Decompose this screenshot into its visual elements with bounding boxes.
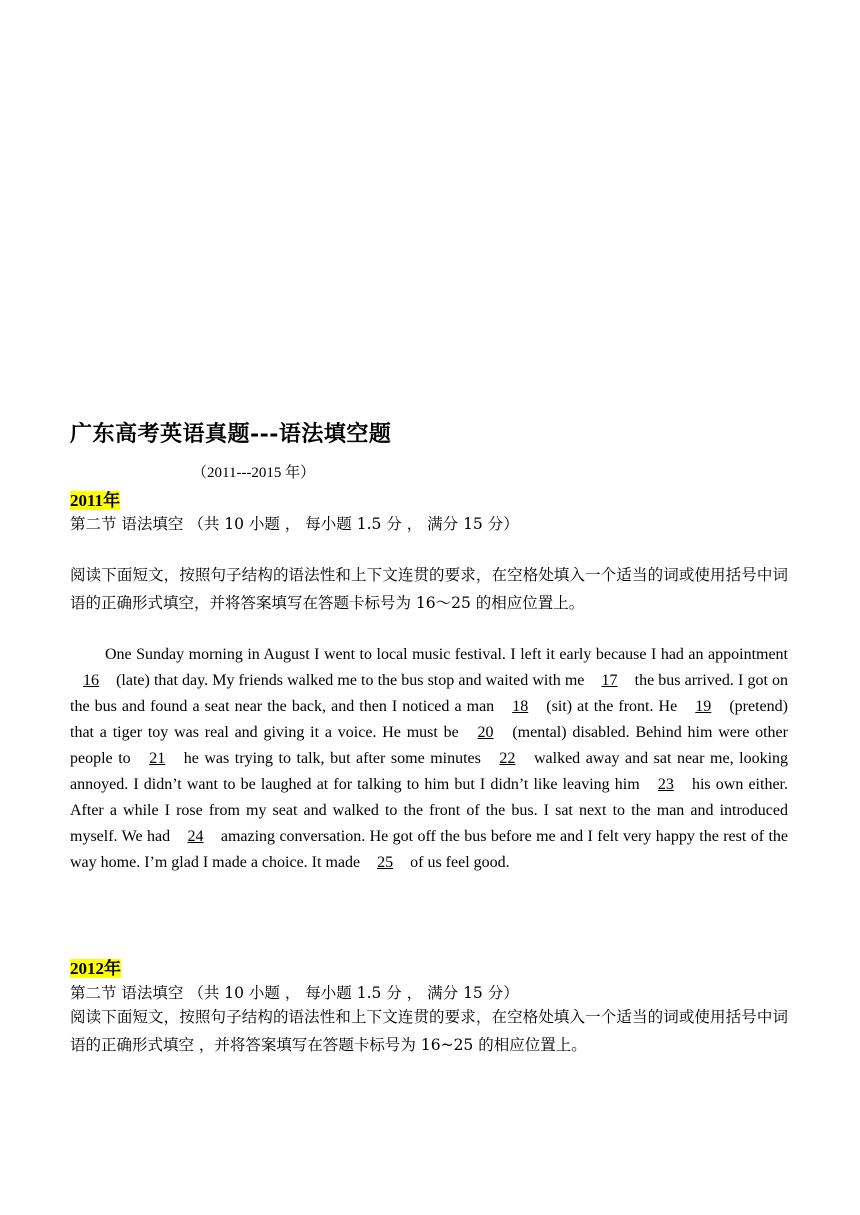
answer-blank-16: 16 — [83, 672, 99, 689]
instructions-paragraph: 阅读下面短文，按照句子结构的语法性和上下文连贯的要求，在空格处填入一个适当的词或使用括号中词语的正确形式填空 ，并将答案填写在答题卡标号为 16~25 的相应位置上。 — [70, 1008, 788, 1054]
answer-blank-18: 18 — [512, 698, 529, 715]
passage-text: (late) that day. My friends walked me to the bus stop and waited with me — [112, 672, 589, 689]
passage-text: (sit) at the front. He — [541, 698, 683, 715]
section-year-2011 — [70, 486, 120, 511]
year-suffix: 年 — [103, 491, 121, 510]
answer-blank-21: 21 — [149, 750, 166, 767]
answer-blank-20: 20 — [477, 724, 494, 741]
answer-blank-17: 17 — [601, 672, 618, 689]
passage-text: (pretend) that a tiger toy was real and giving it a voice. He must be — [70, 698, 788, 741]
answer-blank-25: 25 — [377, 854, 394, 871]
answer-blank-19: 19 — [695, 698, 712, 715]
section-heading: 第二节 语法填空 （共 10 小题 ， 每小题 1.5 分 ， 满分 15 分） — [70, 984, 519, 1002]
passage-text: he was trying to talk, but after some minutes — [178, 750, 487, 767]
year-range: （2011---2015 年） — [192, 465, 316, 481]
year-number: 2012 — [70, 959, 104, 978]
year-suffix: 年 — [104, 959, 121, 978]
year-number: 2011 — [70, 491, 104, 510]
passage-text: (mental) disabled. Behind him were other people to — [70, 724, 788, 767]
passage-text: amazing conversation. He got off the bus before me and I felt very happy the rest of the way home. I’m glad I made a choice. It made — [70, 828, 788, 871]
instructions-paragraph: 阅读下面短文，按照句子结构的语法性和上下文连贯的要求，在空格处填入一个适当的词或使用括号中词语的正确形式填空，并将答案填写在答题卡标号为 16～25 的相应位置上。 — [70, 566, 788, 612]
passage-text: of us feel good. — [406, 854, 510, 871]
answer-blank-22: 22 — [499, 750, 516, 767]
passage-text: One Sunday morning in August I went to local music festival. I left it early because I had an appointment — [105, 646, 788, 663]
passage — [70, 642, 788, 876]
answer-blank-24: 24 — [187, 828, 204, 845]
section-heading: 第二节 语法填空 （共 10 小题 ， 每小题 1.5 分 ， 满分 15 分） — [70, 515, 519, 533]
section-year-2012 — [70, 954, 121, 979]
passage-text: his own either. After a while I rose from my seat and walked to the front of the bus. I sat next to the man and introduced myself. We had — [70, 776, 788, 845]
answer-blank-23: 23 — [657, 776, 674, 793]
document-title: 广东高考英语真题---语法填空题 — [70, 421, 392, 447]
passage-text: the bus arrived. I got on the bus and found a seat near the back, and then I noticed a man — [70, 672, 788, 715]
passage-text: walked away and sat near me, looking annoyed. I didn’t want to be laughed at for talking to him but I didn’t like leaving him — [70, 750, 789, 793]
